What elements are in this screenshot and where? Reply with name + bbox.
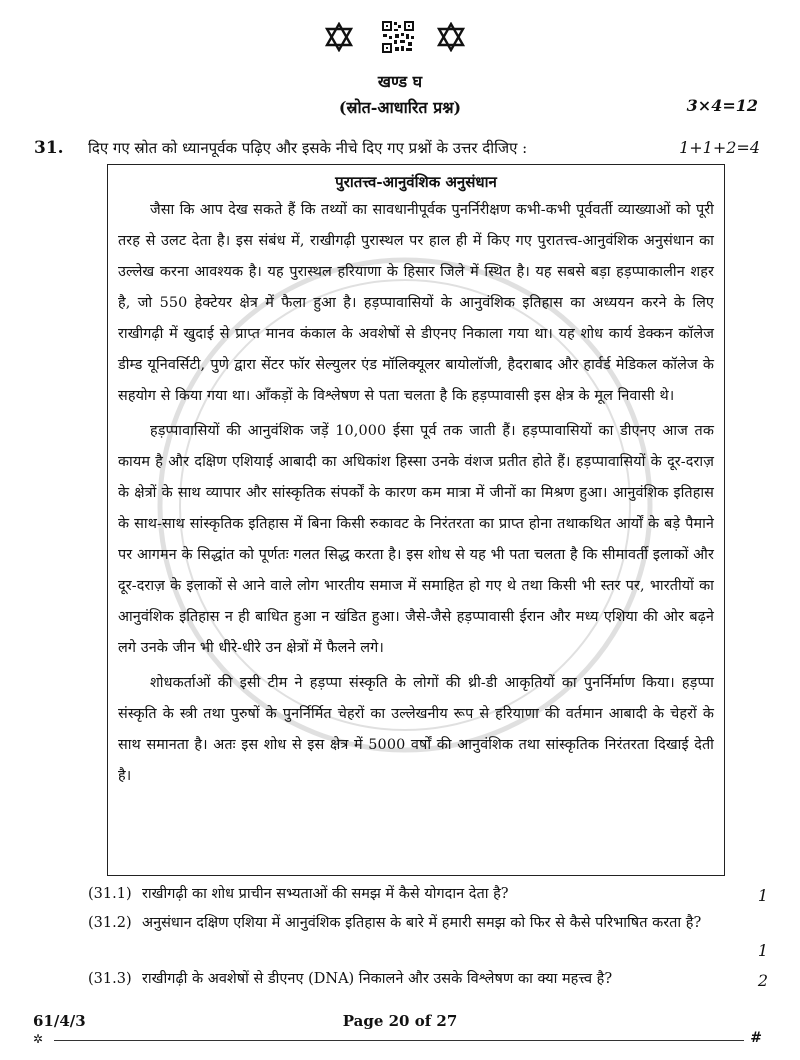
star-of-david-icon	[436, 22, 466, 52]
sub-question	[88, 910, 778, 964]
section-marks: 3×4=12	[686, 96, 758, 115]
question-marks: 1+1+2=4	[679, 138, 760, 157]
sub-question-text: राखीगढ़ी के अवशेषों से डीएनए (DNA) निकालने और उसके विश्लेषण का क्या महत्त्व है?	[142, 971, 613, 987]
sub-question-text: राखीगढ़ी का शोध प्राचीन सभ्यताओं की समझ में कैसे योगदान देता है?	[142, 886, 509, 902]
sub-question-number: (31.1)	[88, 886, 132, 902]
sub-question	[88, 966, 778, 992]
sub-question-marks: 2	[757, 971, 768, 990]
page-top-marks	[0, 20, 800, 60]
passage-paragraph: जैसा कि आप देख सकते हैं कि तथ्यों का सावधानीपूर्वक पुनर्निरीक्षण कभी-कभी पूर्ववर्ती व्याख्याओं को पूरी तरह से उलट देता है। इस संबंध में, राखीगढ़ी पुरास्थल पर हाल ही में किए गए पुरातत्त्व-आनुवंशिक अनुसंधान का उल्लेख करना आवश्यक है। यह पुरास्थल हरियाणा के हिसार जिले में स्थित है। यह सबसे बड़ा हड़प्पाकालीन शहर है, जो 550 हेक्टेयर क्षेत्र में फैला हुआ है। हड़प्पावासियों के आनुवंशिक इतिहास का अध्ययन करने के लिए राखीगढ़ी में खुदाई से प्राप्त मानव कंकाल के अवशेषों से डीएनए निकाला गया था। यह शोध कार्य डेक्कन कॉलेज डीम्ड यूनिवर्सिटी, पुणे द्वारा सेंटर फॉर सेल्युलर एंड मॉलिक्यूलर बायोलॉजी, हैदराबाद और हार्वर्ड मेडिकल कॉलेज के सहयोग से किया गया था। आँकड़ों के विश्लेषण से पता चलता है कि हड़प्पावासी इस क्षेत्र के मूल निवासी थे।	[118, 202, 714, 404]
sub-question-number: (31.2)	[88, 915, 132, 931]
passage-paragraph: शोधकर्ताओं की इसी टीम ने हड़प्पा संस्कृति के लोगों की थ्री-डी आकृतियों का पुनर्निर्माण किया। हड़प्पा संस्कृति के स्त्री तथा पुरुषों के पुनर्निर्मित चेहरों का उल्लेखनीय रूप से हरियाणा की वर्तमान आबादी के चेहरों के साथ समानता है। अतः इस शोध से इस क्षेत्र में 5000 वर्षों की आनुवंशिक तथा सांस्कृतिक निरंतरता दिखाई देती है।	[118, 675, 714, 784]
section-title: खण्ड घ	[377, 72, 423, 91]
passage-paragraph: हड़प्पावासियों की आनुवंशिक जड़ें 10,000 ईसा पूर्व तक जाती हैं। हड़प्पावासियों का डीएनए आज तक कायम है और दक्षिण एशियाई आबादी का अधिकांश हिस्सा उनके वंशज प्रतीत होते हैं। हड़प्पावासियों के दूर-दराज़ के क्षेत्रों के साथ व्यापार और सांस्कृतिक संपर्कों के कारण कम मात्रा में जीनों का मिश्रण हुआ। आनुवंशिक इतिहास के साथ-साथ सांस्कृतिक इतिहास में बिना किसी रुकावट के निरंतरता का प्राप्त होना तथाकथित आर्यों के बड़े पैमाने पर आगमन के सिद्धांत को पूर्णतः गलत सिद्ध करता है। इस शोध से यह भी पता चलता है कि सीमावर्ती इलाकों और दूर-दराज़ के इलाकों से आने वाले लोग भारतीय समाज में समाहित हो गए थे तथा किसी भी स्तर पर, भारतीयों का आनुवंशिक इतिहास न ही बाधित हुआ न खंडित हुआ। जैसे-जैसे हड़प्पावासी ईरान और मध्य एशिया की ओर बढ़ने लगे उनके जीन भी धीरे-धीरे उन क्षेत्रों में फैलने लगे।	[118, 423, 714, 656]
star-of-david-icon	[324, 22, 354, 52]
page-number: Page 20 of 27	[342, 1012, 458, 1030]
sub-question-number: (31.3)	[88, 971, 132, 987]
sub-question-marks: 1	[757, 886, 768, 905]
section-subtitle: (स्रोत-आधारित प्रश्न)	[338, 98, 462, 117]
source-passage	[107, 164, 725, 876]
sub-question-text: अनुसंधान दक्षिण एशिया में आनुवंशिक इतिहास के बारे में हमारी समझ को फिर से कैसे परिभाषित करता है?	[142, 915, 702, 931]
sub-question-marks: 1	[757, 941, 768, 960]
paper-code: 61/4/3	[33, 1012, 86, 1030]
sub-question	[88, 881, 778, 907]
question-instruction: दिए गए स्रोत को ध्यानपूर्वक पढ़िए और इसके नीचे दिए गए प्रश्नों के उत्तर दीजिए :	[88, 139, 528, 157]
footer-divider	[54, 1040, 744, 1041]
qr-code-icon	[381, 20, 415, 54]
passage-title: पुरातत्त्व-आनुवंशिक अनुसंधान	[335, 173, 497, 191]
sun-symbol-icon: ✲	[33, 1032, 44, 1046]
footer-hash: #	[750, 1030, 762, 1046]
question-number: 31.	[34, 138, 64, 158]
